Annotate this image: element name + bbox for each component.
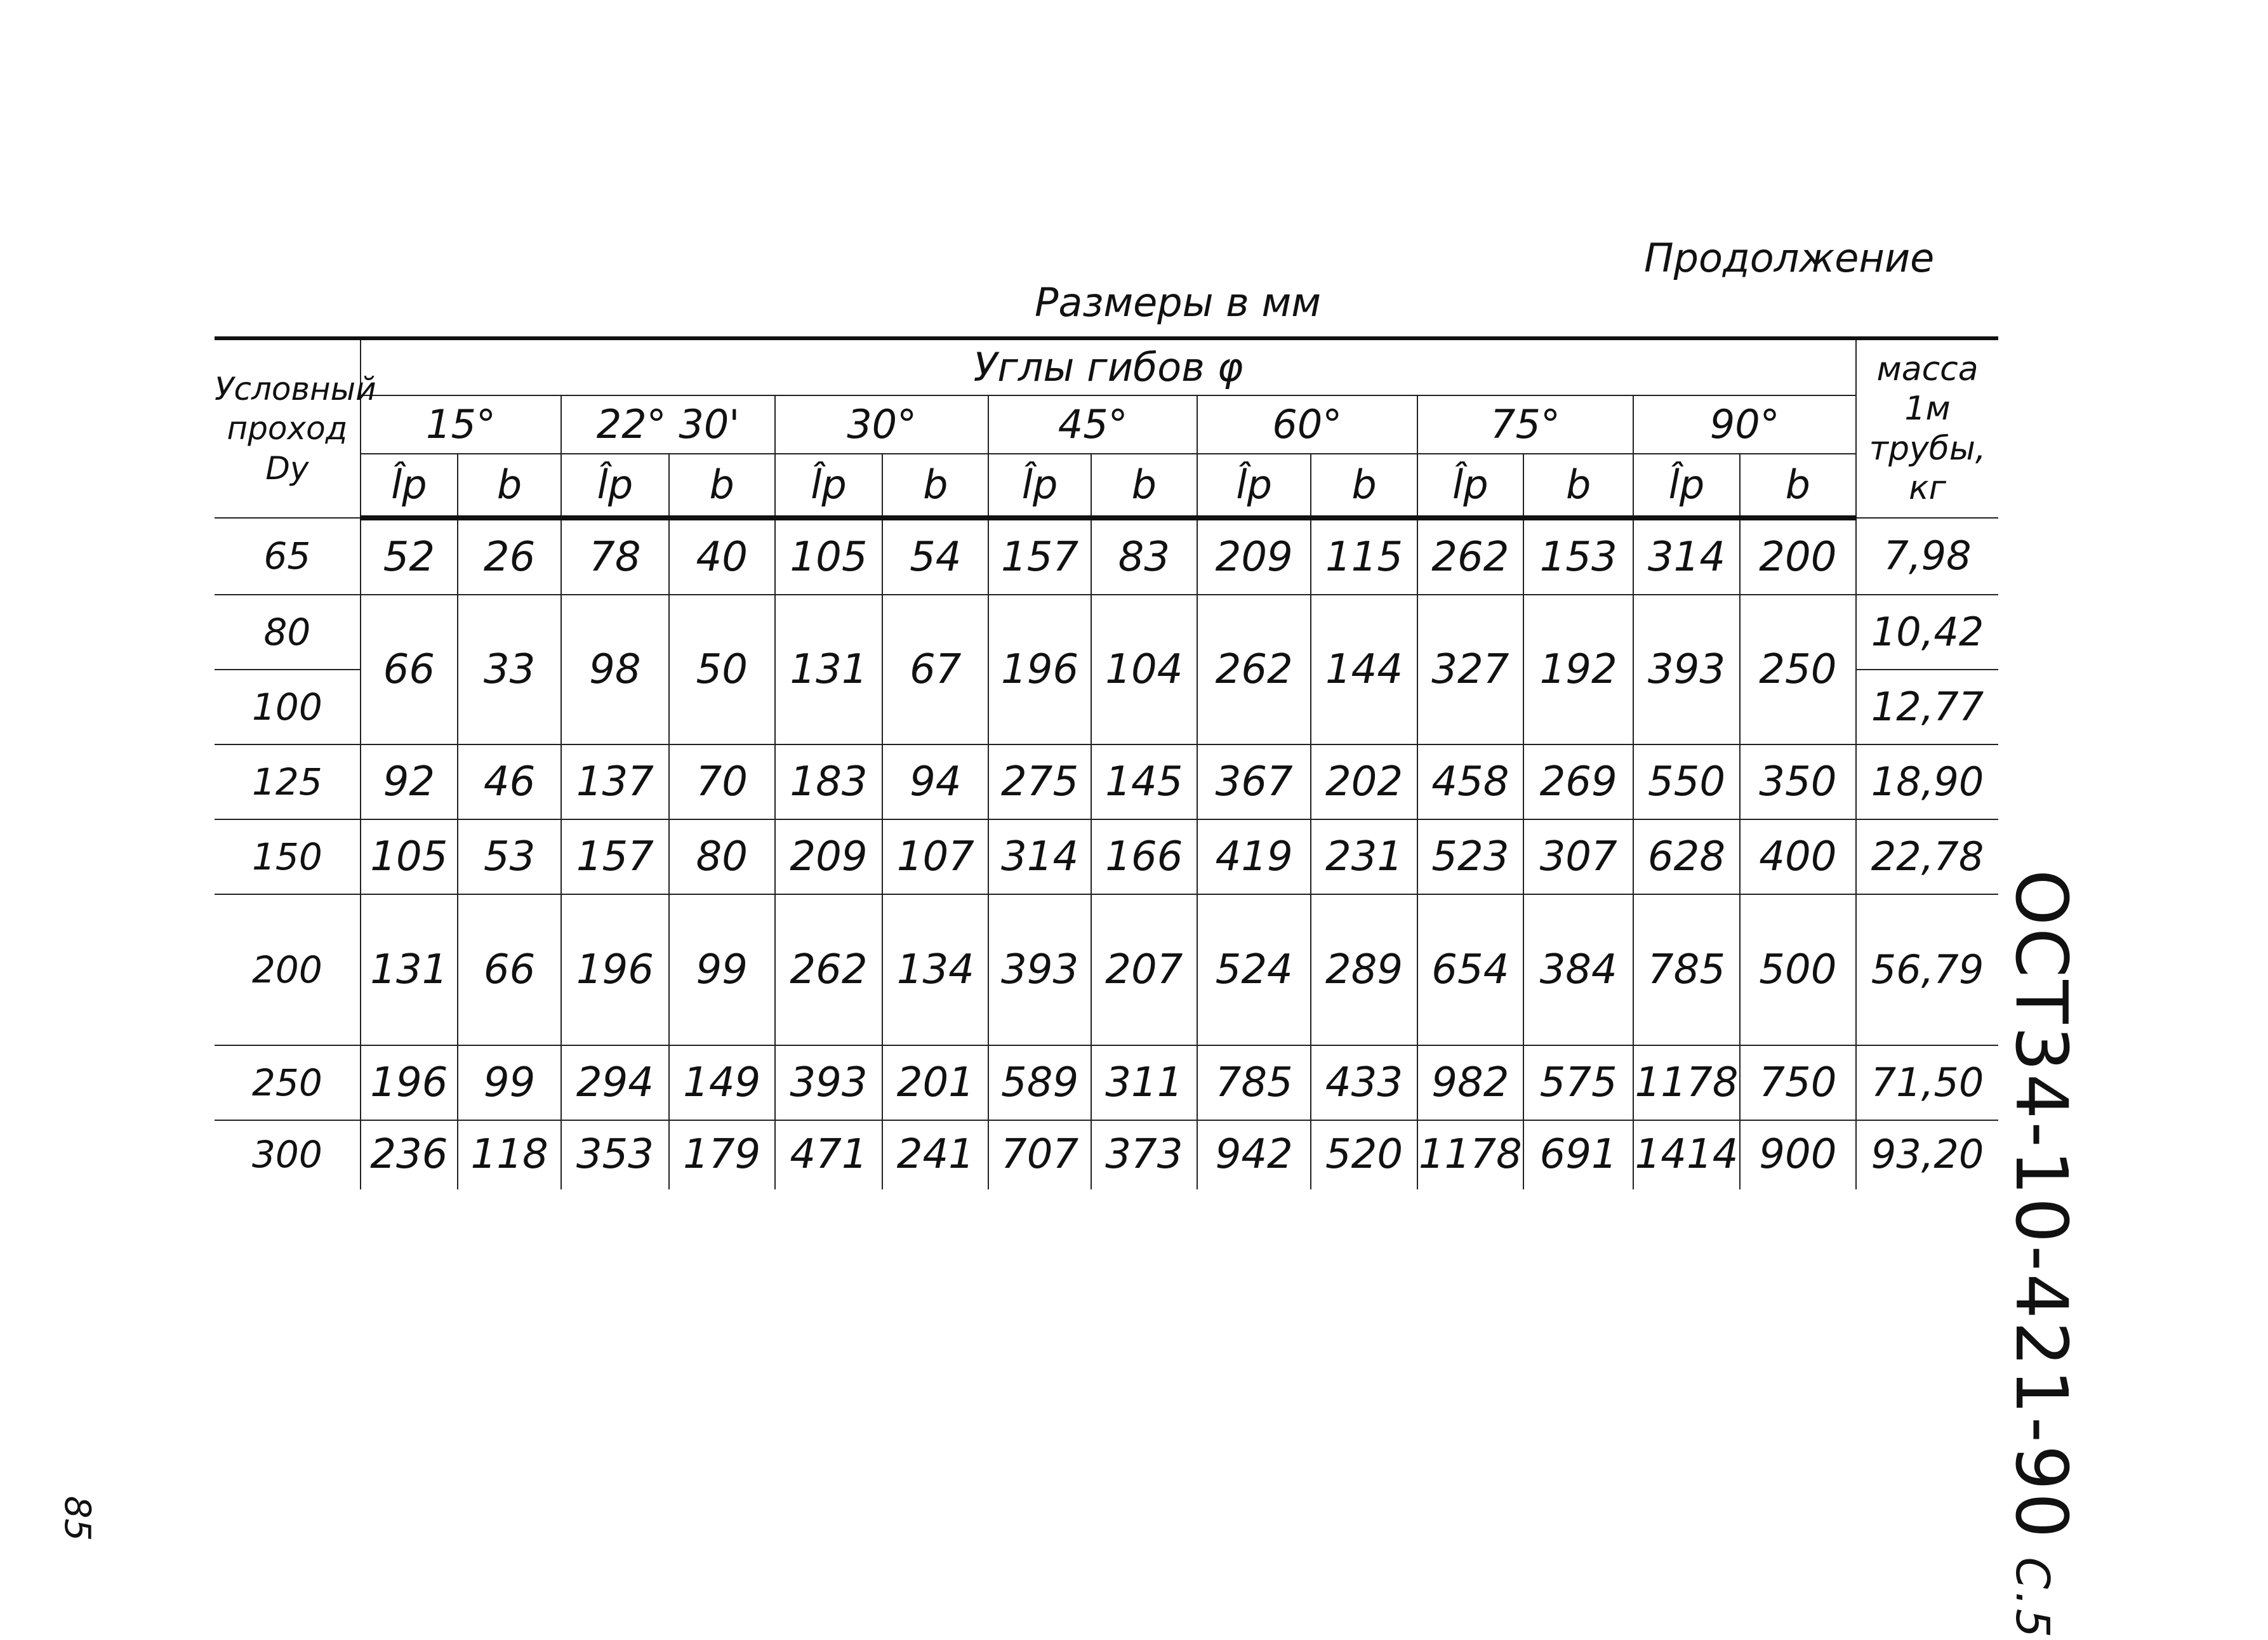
b-value: 40: [669, 518, 775, 595]
lp-value: 1414: [1633, 1120, 1739, 1189]
b-value: 192: [1523, 595, 1633, 744]
b-value: 166: [1091, 819, 1197, 894]
b-value: 50: [669, 595, 775, 744]
column-lp: l̂р: [988, 454, 1091, 518]
standard-code: [1999, 870, 2126, 1640]
lp-value: 550: [1633, 744, 1739, 819]
lp-value: 92: [361, 744, 458, 819]
lp-value: 628: [1633, 819, 1739, 894]
lp-value: 137: [561, 744, 668, 819]
b-value: 373: [1091, 1120, 1197, 1189]
column-lp: l̂р: [561, 454, 668, 518]
column-lp: l̂р: [1633, 454, 1739, 518]
lp-value: 942: [1197, 1120, 1311, 1189]
angle-header: 22° 30': [561, 395, 775, 454]
lp-value: 275: [988, 744, 1091, 819]
lp-value: 419: [1197, 819, 1311, 894]
b-value: 46: [458, 744, 561, 819]
header-pipe-mass: масса 1м трубы, кг: [1856, 338, 1998, 518]
lp-value: 314: [988, 819, 1091, 894]
nominal-bore-cell: 80: [215, 595, 361, 670]
bend-table: [215, 336, 1998, 1189]
lp-value: 105: [775, 518, 882, 595]
b-value: 149: [669, 1045, 775, 1120]
column-lp: l̂р: [361, 454, 458, 518]
sheet-number: С.5: [2006, 1557, 2059, 1640]
b-value: 500: [1740, 894, 1856, 1045]
b-value: 94: [882, 744, 988, 819]
lp-value: 523: [1417, 819, 1523, 894]
mass-cell: 71,50: [1856, 1045, 1998, 1120]
lp-value: 353: [561, 1120, 668, 1189]
table-row: [215, 595, 1998, 670]
angle-header: 30°: [775, 395, 989, 454]
b-value: 80: [669, 819, 775, 894]
b-value: 311: [1091, 1045, 1197, 1120]
angle-header: 45°: [988, 395, 1197, 454]
lp-value: 157: [561, 819, 668, 894]
lp-value: 236: [361, 1120, 458, 1189]
lp-value: 209: [775, 819, 882, 894]
b-value: 289: [1311, 894, 1417, 1045]
b-value: 70: [669, 744, 775, 819]
lp-value: 524: [1197, 894, 1311, 1045]
lp-value: 458: [1417, 744, 1523, 819]
nominal-bore-cell: 150: [215, 819, 361, 894]
b-value: 53: [458, 819, 561, 894]
lp-value: 209: [1197, 518, 1311, 595]
mass-cell: 93,20: [1856, 1120, 1998, 1189]
b-value: 241: [882, 1120, 988, 1189]
table-row: [215, 1045, 1998, 1120]
lp-value: 78: [561, 518, 668, 595]
b-value: 54: [882, 518, 988, 595]
b-value: 33: [458, 595, 561, 744]
column-lp: l̂р: [1417, 454, 1523, 518]
b-value: 691: [1523, 1120, 1633, 1189]
b-value: 99: [458, 1045, 561, 1120]
b-value: 144: [1311, 595, 1417, 744]
lp-value: 654: [1417, 894, 1523, 1045]
mass-cell: 7,98: [1856, 518, 1998, 595]
b-value: 153: [1523, 518, 1633, 595]
column-b: b: [458, 454, 561, 518]
lp-value: 105: [361, 819, 458, 894]
lp-value: 393: [988, 894, 1091, 1045]
lp-value: 367: [1197, 744, 1311, 819]
nominal-bore-cell: 125: [215, 744, 361, 819]
b-value: 99: [669, 894, 775, 1045]
lp-value: 393: [775, 1045, 882, 1120]
b-value: 231: [1311, 819, 1417, 894]
dimensions-table: [215, 336, 1998, 1189]
angle-header: 75°: [1417, 395, 1634, 454]
b-value: 350: [1740, 744, 1856, 819]
table-body: [215, 518, 1998, 1189]
lp-value: 157: [988, 518, 1091, 595]
standard-number: ОСТ34-10-421-90: [1999, 870, 2082, 1541]
nominal-bore-cell: 200: [215, 894, 361, 1045]
table-row: [215, 1120, 1998, 1189]
table-row: [215, 894, 1998, 1045]
column-b: b: [882, 454, 988, 518]
lp-value: 785: [1633, 894, 1739, 1045]
lp-value: 66: [361, 595, 458, 744]
lp-value: 294: [561, 1045, 668, 1120]
column-b: b: [1311, 454, 1417, 518]
nominal-bore-cell: 300: [215, 1120, 361, 1189]
b-value: 575: [1523, 1045, 1633, 1120]
lp-value: 589: [988, 1045, 1091, 1120]
table-row: [215, 744, 1998, 819]
lp-value: 196: [361, 1045, 458, 1120]
b-value: 433: [1311, 1045, 1417, 1120]
column-b: b: [669, 454, 775, 518]
lp-value: 183: [775, 744, 882, 819]
lp-value: 1178: [1417, 1120, 1523, 1189]
b-value: 107: [882, 819, 988, 894]
lp-value: 262: [1197, 595, 1311, 744]
b-value: 134: [882, 894, 988, 1045]
lp-value: 1178: [1633, 1045, 1739, 1120]
b-value: 520: [1311, 1120, 1417, 1189]
b-value: 83: [1091, 518, 1197, 595]
b-value: 900: [1740, 1120, 1856, 1189]
lp-value: 196: [988, 595, 1091, 744]
mass-cell: 18,90: [1856, 744, 1998, 819]
units-caption: Размеры в мм: [1035, 279, 1322, 326]
header-nominal-bore: Условный проход Dy: [215, 338, 361, 518]
b-value: 200: [1740, 518, 1856, 595]
lp-value: 98: [561, 595, 668, 744]
lp-value: 131: [361, 894, 458, 1045]
column-lp: l̂р: [1197, 454, 1311, 518]
lp-value: 327: [1417, 595, 1523, 744]
b-value: 400: [1740, 819, 1856, 894]
b-value: 104: [1091, 595, 1197, 744]
mass-cell: 12,77: [1856, 670, 1998, 744]
b-value: 269: [1523, 744, 1633, 819]
b-value: 115: [1311, 518, 1417, 595]
lp-value: 982: [1417, 1045, 1523, 1120]
mass-cell: 56,79: [1856, 894, 1998, 1045]
column-b: b: [1091, 454, 1197, 518]
nominal-bore-cell: 65: [215, 518, 361, 595]
lp-value: 393: [1633, 595, 1739, 744]
b-value: 207: [1091, 894, 1197, 1045]
b-value: 26: [458, 518, 561, 595]
nominal-bore-cell: 100: [215, 670, 361, 744]
b-value: 67: [882, 595, 988, 744]
continuation-label: Продолжение: [1644, 235, 1935, 281]
mass-cell: 22,78: [1856, 819, 1998, 894]
lp-value: 707: [988, 1120, 1091, 1189]
b-value: 179: [669, 1120, 775, 1189]
b-value: 250: [1740, 595, 1856, 744]
mass-cell: 10,42: [1856, 595, 1998, 670]
lp-value: 785: [1197, 1045, 1311, 1120]
column-lp: l̂р: [775, 454, 882, 518]
table-row: [215, 819, 1998, 894]
lp-value: 262: [775, 894, 882, 1045]
lp-value: 314: [1633, 518, 1739, 595]
table-row: [215, 518, 1998, 595]
b-value: 384: [1523, 894, 1633, 1045]
lp-value: 471: [775, 1120, 882, 1189]
lp-value: 131: [775, 595, 882, 744]
angle-header: 90°: [1633, 395, 1856, 454]
b-value: 201: [882, 1045, 988, 1120]
header-bend-angles: Углы гибов φ: [361, 338, 1856, 395]
b-value: 118: [458, 1120, 561, 1189]
b-value: 750: [1740, 1045, 1856, 1120]
lp-value: 262: [1417, 518, 1523, 595]
nominal-bore-cell: 250: [215, 1045, 361, 1120]
angle-header: 15°: [361, 395, 561, 454]
b-value: 202: [1311, 744, 1417, 819]
lp-value: 52: [361, 518, 458, 595]
b-value: 307: [1523, 819, 1633, 894]
page-number: 85: [56, 1495, 98, 1542]
column-b: b: [1740, 454, 1856, 518]
lp-value: 196: [561, 894, 668, 1045]
b-value: 145: [1091, 744, 1197, 819]
angle-header: 60°: [1197, 395, 1417, 454]
b-value: 66: [458, 894, 561, 1045]
column-b: b: [1523, 454, 1633, 518]
